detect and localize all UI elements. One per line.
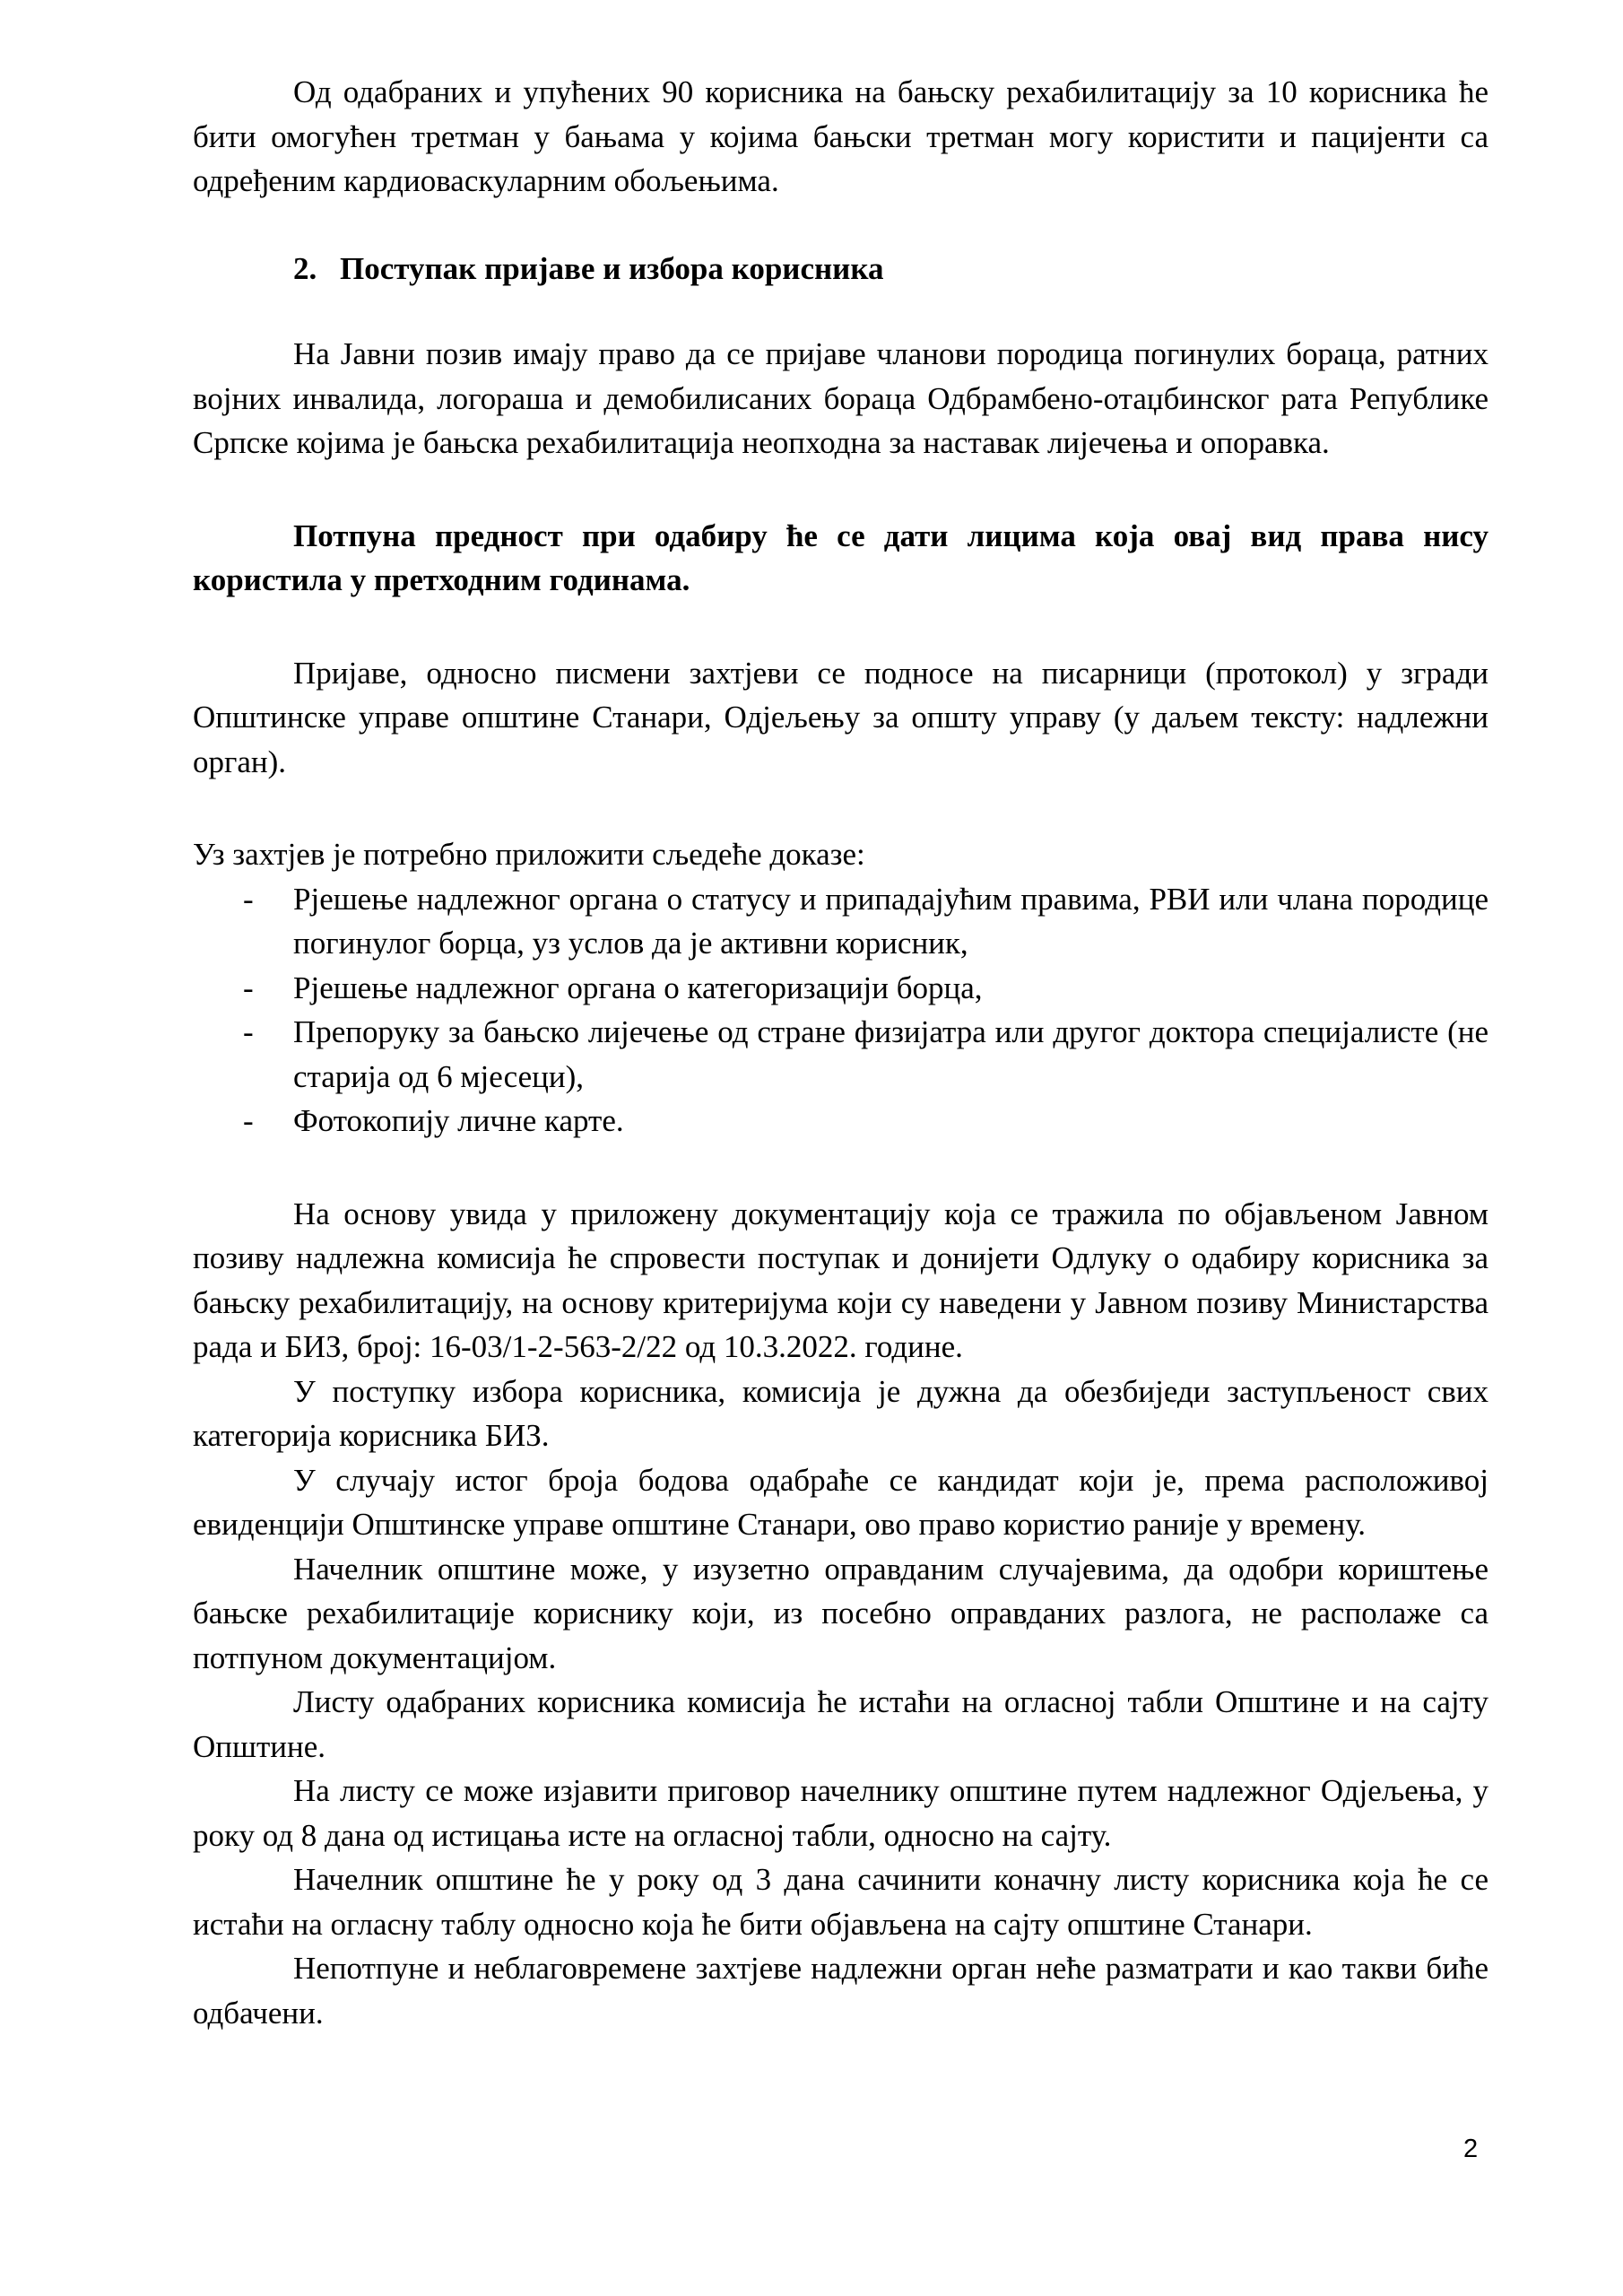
intro-paragraph: Од одабраних и упућених 90 корисника на бањску рехабилитацију за 10 корисника ће бити омогућен третман у бањама у којима бањски третман могу користити и пацијенти са одређеним кардиоваскуларним обољењима. (193, 74, 1488, 198)
submission-paragraph: Пријаве, односно писмени захтјеви се подносе на писарници (протокол) у згради Општинске управе општине Станари, Одјељењу за општу управу (у даљем тексту: надлежни орган). (193, 655, 1488, 779)
objection-paragraph: На листу се може изјавити приговор начелнику општине путем надлежног Одјељења, у року од 8 дана од истицања исте на огласној табли, односно на сајту. (193, 1773, 1488, 1853)
list-item-text: Фотокопију личне карте. (293, 1103, 624, 1138)
list-item-text: Препоруку за бањско лијечење од стране физијатра или другог доктора специјалисте (не старија од 6 мјесеци), (293, 1014, 1488, 1094)
section-number: 2. (293, 250, 317, 286)
section-title: Поступак пријаве и избора корисника (340, 250, 884, 286)
commission-paragraph: На основу увида у приложену документацију која се тражила по објављеном Јавном позиву надлежна комисија ће спровести поступак и донијети Одлуку о одабиру корисника за бањску рехабилитацију, на основу критеријума који су наведени у Јавном позиву Министарства рада и БИЗ, број: 16-03/1-2-563-2/22 од 10.3.2022. године. (193, 1196, 1488, 1364)
section-heading (293, 247, 1488, 291)
documents-list (193, 877, 1488, 1144)
list-item (193, 1099, 1488, 1144)
publication-paragraph: Листу одабраних корисника комисија ће истаћи на огласној табли Општине и на сајту Општине. (193, 1684, 1488, 1764)
tie-break-paragraph: У случају истог броја бодова одабраће се кандидат који је, према расположивој евиденцији Општинске управе општине Станари, ово право користио раније у времену. (193, 1462, 1488, 1542)
rejection-paragraph: Непотпуне и неблаговремене захтјеве надлежни орган неће разматрати и као такви биће одбачени. (193, 1951, 1488, 2031)
list-dash-marker: - (243, 1014, 254, 1049)
list-dash-marker: - (243, 1103, 254, 1138)
list-item (193, 966, 1488, 1011)
final-list-paragraph: Начелник општине ће у року од 3 дана сачинити коначну листу корисника која ће се истаћи на огласну таблу односно која ће бити објављена на сајту општине Станари. (193, 1862, 1488, 1942)
list-item-text: Рјешење надлежног органа о статусу и припадајућим правима, РВИ или члана породице погинулог борца, уз услов да је активни корисник, (293, 881, 1488, 961)
eligibility-paragraph: На Јавни позив имају право да се пријаве чланови породица погинулих бораца, ратних војних инвалида, логораша и демобилисаних бораца Одбрамбено-отаџбинског рата Републике Српске којима је бањска рехабилитација неопходна за наставак лијечења и опоравка. (193, 336, 1488, 460)
list-item (193, 1010, 1488, 1099)
representation-paragraph: У поступку избора корисника, комисија је дужна да обезбиједи заступљеност свих категорија корисника БИЗ. (193, 1373, 1488, 1453)
documents-intro: Уз захтјев је потребно приложити сљедеће доказе: (193, 837, 865, 872)
priority-paragraph: Потпуна предност при одабиру ће се дати лицима која овај вид права нису користила у претходним годинама. (193, 517, 1488, 597)
list-item-text: Рјешење надлежног органа о категоризацији борца, (293, 970, 983, 1005)
page-number: 2 (1463, 2135, 1479, 2163)
list-item (193, 877, 1488, 966)
document-page (193, 70, 1488, 2035)
list-dash-marker: - (243, 970, 254, 1005)
mayor-exception-paragraph: Начелник општине може, у изузетно оправданим случајевима, да одобри кориштење бањске рехабилитације кориснику који, из посебно оправданих разлога, не располаже са потпуном документацијом. (193, 1551, 1488, 1675)
list-dash-marker: - (243, 881, 254, 917)
